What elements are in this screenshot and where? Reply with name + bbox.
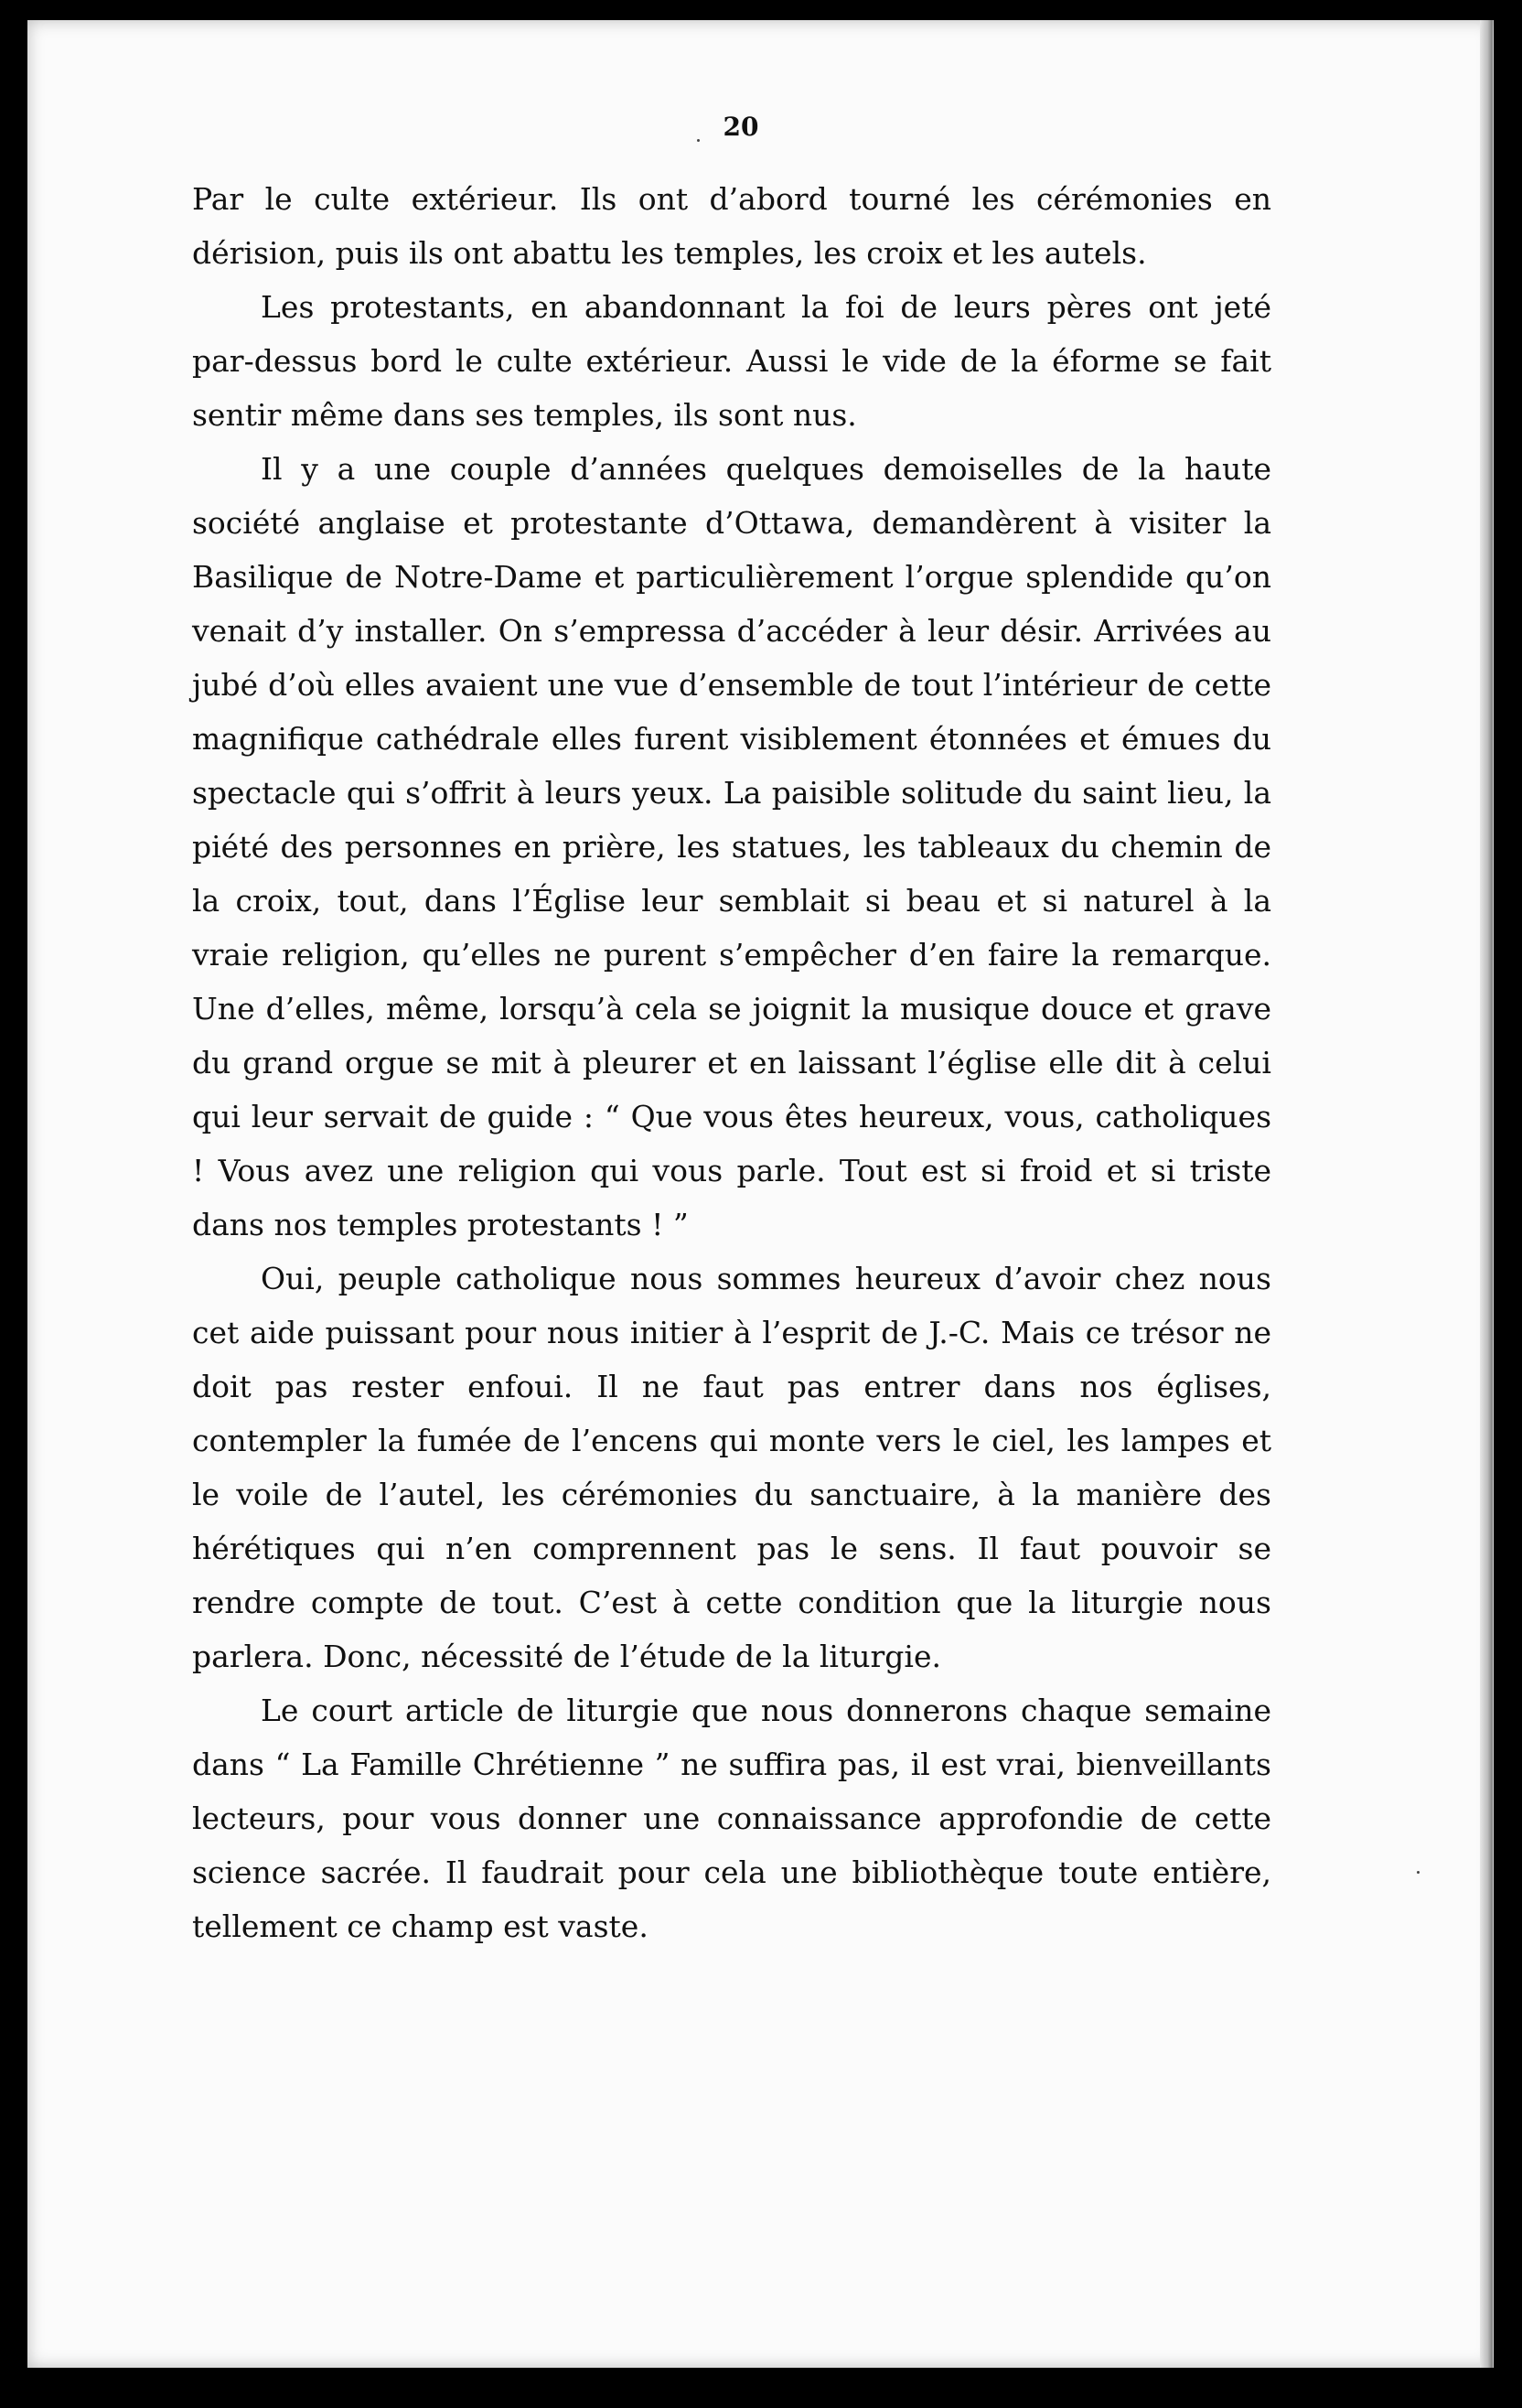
paragraph: Oui, peuple catholique nous sommes heureux d’avoir chez nous cet aide puissant pour nous initier à l’esprit de J.-C. Mais ce trésor ne doit pas rester enfoui. Il ne faut pas entrer dans nos églises, contempler la fumée de l’encens qui monte vers le ciel, les lampes et le voile de l’autel, les cérémonies du sanctuaire, à la manière des hérétiques qui n’en comprennent pas le sens. Il faut pouvoir se rendre compte de tout. C’est à cette condition que la liturgie nous parlera. Donc, nécessité de l’étude de la liturgie. (192, 1261, 1271, 1674)
page-number: 20 (723, 112, 759, 142)
scan-speck (1417, 1871, 1420, 1874)
body-text (192, 172, 1271, 1953)
paragraph: Le court article de liturgie que nous donnerons chaque semaine dans “ La Famille Chrétienne ” ne suffira pas, il est vrai, bienveillants lecteurs, pour vous donner une connaissance approfondie de cette science sacrée. Il faudrait pour cela une bibliothèque toute entière, tellement ce champ est vaste. (192, 1693, 1271, 1944)
scan-speck (697, 139, 700, 142)
paragraph: Les protestants, en abandonnant la foi de leurs pères ont jeté par-dessus bord le culte extérieur. Aussi le vide de la éforme se fait sentir même dans ses temples, ils sont nus. (192, 289, 1271, 433)
paragraph: Il y a une couple d’années quelques demoiselles de la haute société anglaise et protestante d’Ottawa, demandèrent à visiter la Basilique de Notre-Dame et particulièrement l’orgue splendide qu’on venait d’y installer. On s’empressa d’accéder à leur désir. Arrivées au jubé d’où elles avaient une vue d’ensemble de tout l’intérieur de cette magnifique cathédrale elles furent visiblement étonnées et émues du spectacle qui s’offrit à leurs yeux. La paisible solitude du saint lieu, la piété des personnes en prière, les statues, les tableaux du chemin de la croix, tout, dans l’Église leur semblait si beau et si naturel à la vraie religion, qu’elles ne purent s’empêcher d’en faire la remarque. Une d’elles, même, lorsqu’à cela se joignit la musique douce et grave du grand orgue se mit à pleurer et en laissant l’église elle dit à celui qui leur servait de guide : “ Que vous êtes heureux, vous, catholiques ! Vous avez une religion qui vous parle. Tout est si froid et si triste dans nos temples protestants ! ” (192, 451, 1271, 1242)
paragraph: Par le culte extérieur. Ils ont d’abord tourné les cérémonies en dérision, puis ils ont abattu les temples, les croix et les autels. (192, 181, 1271, 271)
page-edge-shadow (1480, 20, 1493, 2368)
